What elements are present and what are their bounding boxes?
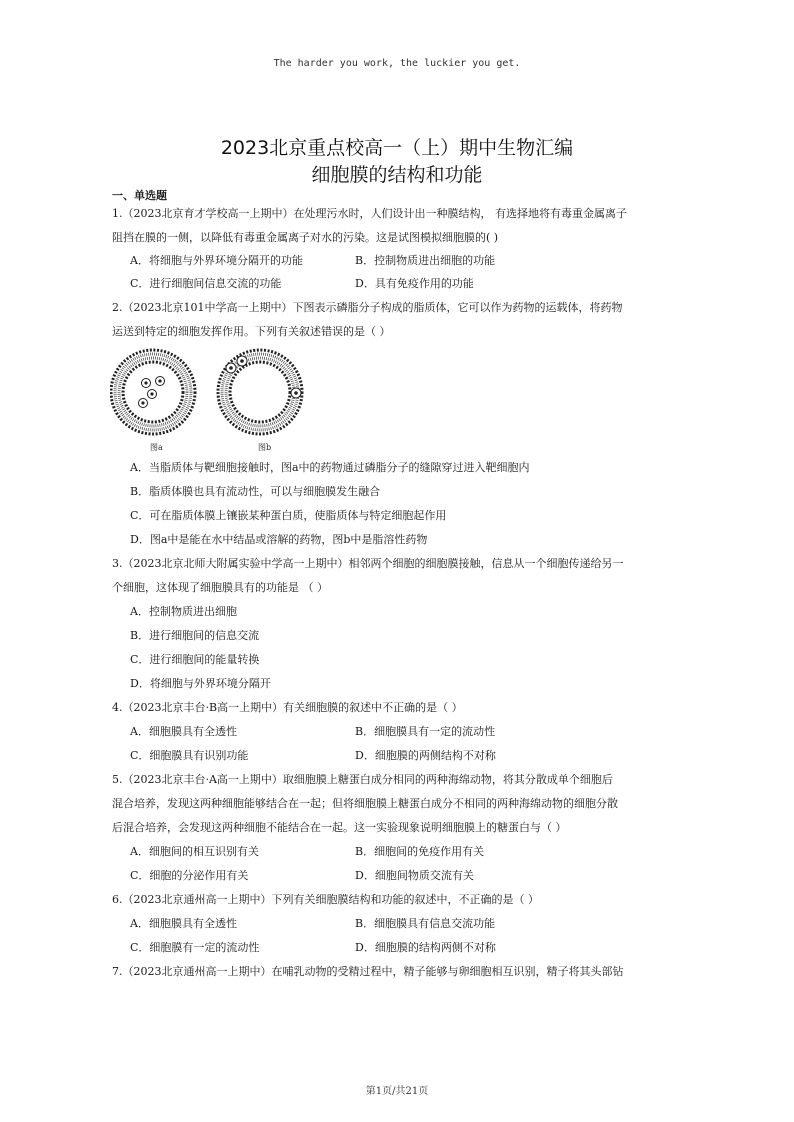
q3-stem-line1: 3.（2023北京北师大附属实验中学高一上期中）相邻两个细胞的细胞膜接触，信息从一个细胞传递给另一 xyxy=(112,557,624,570)
q1-option-d: D．具有免疫作用的功能 xyxy=(355,277,474,290)
q5-option-d: D．细胞间物质交流有关 xyxy=(355,869,474,882)
liposome-a xyxy=(111,350,195,434)
q2-stem-line1: 2.（2023北京101中学高一上期中）下图表示磷脂分子构成的脂质体，它可以作为药物的运载体，将药物 xyxy=(112,301,623,314)
q1-option-b: B．控制物质进出细胞的功能 xyxy=(355,254,496,267)
q1-option-a: A．将细胞与外界环境分隔开的功能 xyxy=(130,254,303,267)
q2-option-d: D．图a中是能在水中结晶或溶解的药物，图b中是脂溶性药物 xyxy=(130,533,428,546)
q5-stem-line3: 后混合培养，会发现这两种细胞不能结合在一起。这一实验现象说明细胞膜上的糖蛋白与（ ） xyxy=(112,821,567,834)
figure-label-b: 图b xyxy=(258,443,272,452)
q1-stem-line2: 阻挡在膜的一侧，以降低有毒重金属离子对水的污染。这是试图模拟细胞膜的( ) xyxy=(112,231,499,244)
q5-option-a: A．细胞间的相互识别有关 xyxy=(130,845,259,858)
header-motto: The harder you work, the luckier you get. xyxy=(273,58,521,69)
q3-option-d: D．将细胞与外界环境分隔开 xyxy=(130,677,271,690)
page-title: 2023北京重点校高一（上）期中生物汇编 xyxy=(220,137,574,159)
q1-stem-line1: 1.（2023北京育才学校高一上期中）在处理污水时，人们设计出一种膜结构， 有选择地将有毒重金属离子 xyxy=(112,207,627,220)
q4-option-d: D．细胞膜的两侧结构不对称 xyxy=(355,749,496,762)
q4-option-b: B．细胞膜具有一定的流动性 xyxy=(355,725,496,738)
page-footer: 第1页/共21页 xyxy=(365,1086,429,1097)
q5-stem-line1: 5.（2023北京丰台·A高一上期中）取细胞膜上糖蛋白成分相同的两种海绵动物，将其分散成单个细胞后 xyxy=(112,773,613,786)
section-heading: 一、单选题 xyxy=(112,189,167,202)
q6-stem-line1: 6.（2023北京通州高一上期中）下列有关细胞膜结构和功能的叙述中，不正确的是（ ） xyxy=(112,893,539,906)
q5-stem-line2: 混合培养，发现这两种细胞能够结合在一起；但将细胞膜上糖蛋白成分不相同的两种海绵动物的细胞分散 xyxy=(112,797,618,810)
q5-option-b: B．细胞间的免疫作用有关 xyxy=(355,845,485,858)
q6-option-b: B．细胞膜具有信息交流功能 xyxy=(355,917,496,930)
q3-option-b: B．进行细胞间的信息交流 xyxy=(130,629,260,642)
q4-option-c: C．细胞膜具有识别功能 xyxy=(130,749,249,762)
q6-option-a: A．细胞膜具有全透性 xyxy=(130,917,237,930)
q2-stem-line2: 运送到特定的细胞发挥作用。下列有关叙述错误的是（ ） xyxy=(112,325,391,338)
figure-label-a: 图a xyxy=(150,443,163,452)
liposome-figure xyxy=(110,348,310,452)
q1-option-c: C．进行细胞间信息交流的功能 xyxy=(130,277,282,290)
q4-stem-line1: 4.（2023北京丰台·B高一上期中）有关细胞膜的叙述中不正确的是（ ） xyxy=(112,701,463,714)
liposome-b xyxy=(218,350,302,434)
q4-option-a: A．细胞膜具有全透性 xyxy=(130,725,237,738)
q5-option-c: C．细胞的分泌作用有关 xyxy=(130,869,249,882)
q3-stem-line2: 个细胞，这体现了细胞膜具有的功能是 （ ） xyxy=(112,581,328,594)
q7-stem-line1: 7.（2023北京通州高一上期中）在哺乳动物的受精过程中，精子能够与卵细胞相互识别，精子将其头部钻 xyxy=(112,965,624,978)
q2-option-b: B．脂质体膜也具有流动性，可以与细胞膜发生融合 xyxy=(130,485,381,498)
q6-option-d: D．细胞膜的结构两侧不对称 xyxy=(355,941,496,954)
q6-option-c: C．细胞膜有一定的流动性 xyxy=(130,941,260,954)
page-subtitle: 细胞膜的结构和功能 xyxy=(311,164,483,186)
q2-option-c: C．可在脂质体膜上镶嵌某种蛋白质，使脂质体与特定细胞起作用 xyxy=(130,509,447,522)
q3-option-c: C．进行细胞间的能量转换 xyxy=(130,653,260,666)
q3-option-a: A．控制物质进出细胞 xyxy=(130,605,237,618)
q2-option-a: A．当脂质体与靶细胞接触时，图a中的药物通过磷脂分子的缝隙穿过进入靶细胞内 xyxy=(130,461,530,474)
